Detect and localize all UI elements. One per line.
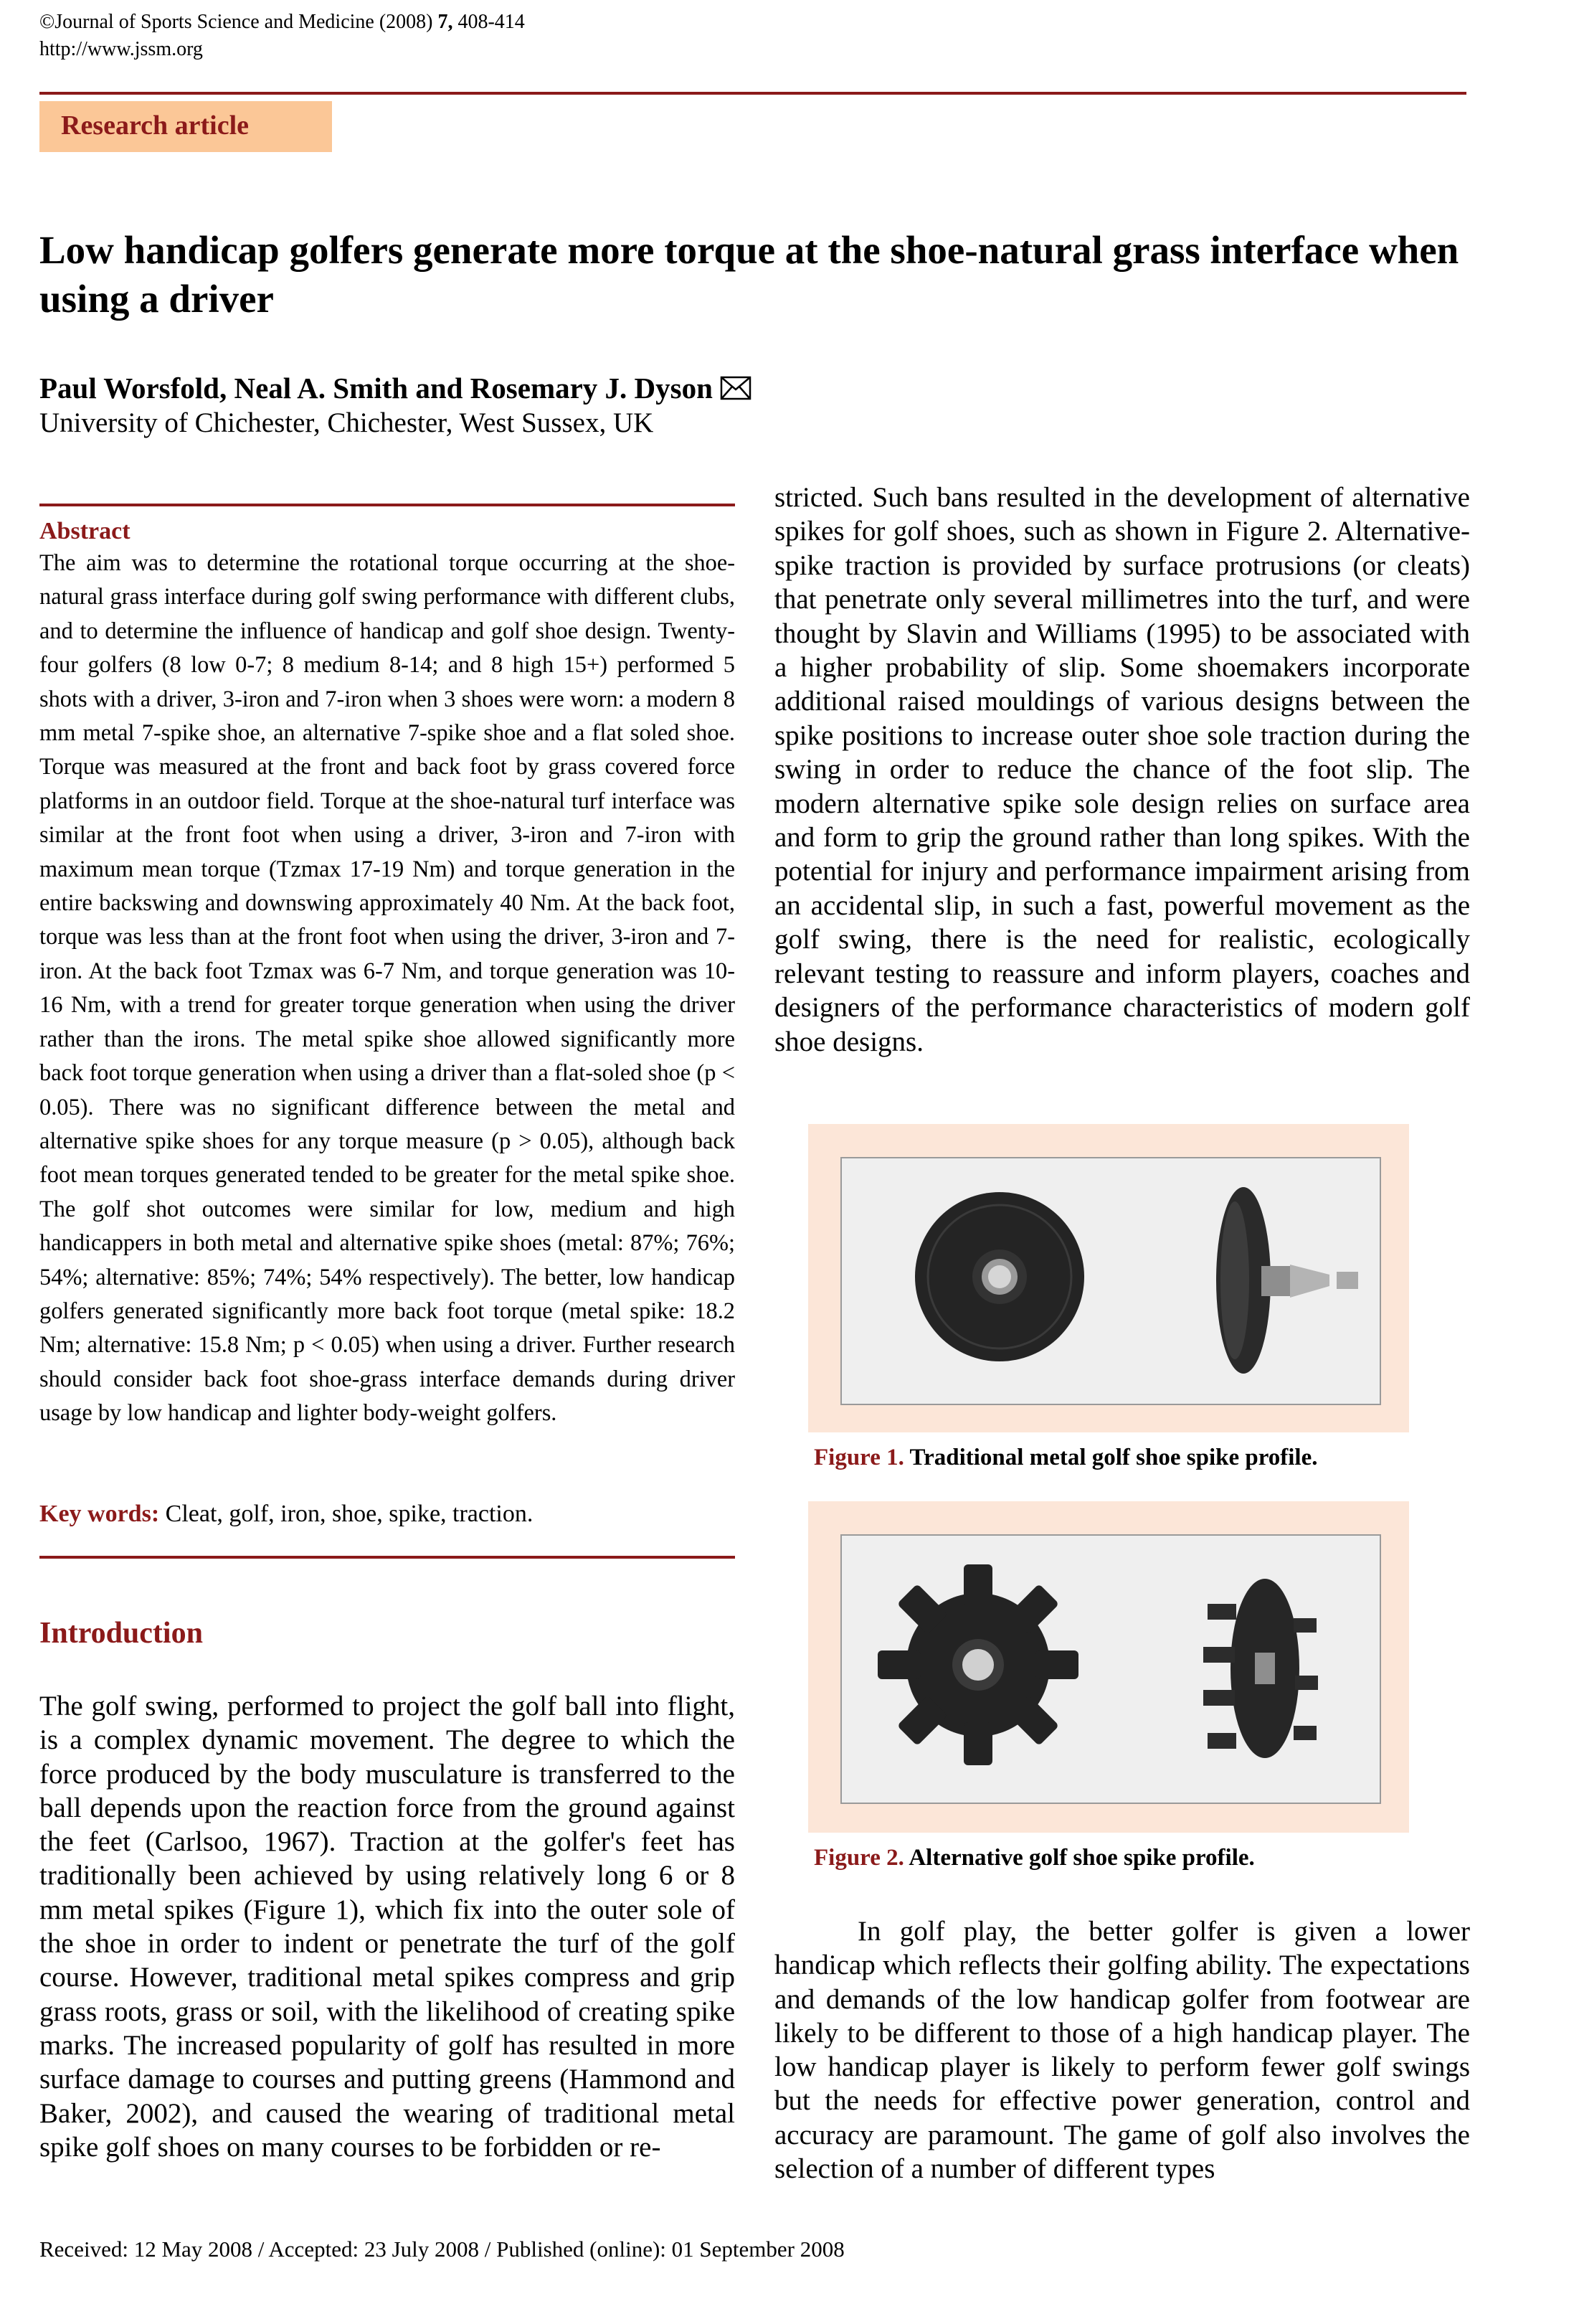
figure-1-label: Figure 1. [814, 1445, 904, 1470]
publication-dates-footer: Received: 12 May 2008 / Accepted: 23 July 2008 / Published (online): 01 September 2008 [39, 2236, 845, 2262]
figure-2-frame [808, 1501, 1409, 1833]
figure-1-photo [840, 1157, 1381, 1405]
journal-name: ©Journal of Sports Science and Medicine (2008) [39, 11, 433, 33]
keywords-text: Cleat, golf, iron, shoe, spike, traction. [165, 1501, 534, 1527]
introduction-text: The golf swing, performed to project the golf ball into flight, is a complex dynamic movement. The degree to which the force produced by the body musculature is transferred to the ball depends upon the reaction force from the ground against the feet (Carlsoo, 1967). Traction at the golfer's feet has traditionally been achieved by using relatively long 6 or 8 mm metal spikes (Figure 1), which fix into the outer sole of the shoe in order to indent or penetrate the turf of the golf course. However, traditional metal spikes compress and grip grass roots, grass or soil, with the likelihood of creating spike marks. The increased popularity of golf has resulted in more surface damage to courses and putting greens (Hammond and Baker, 2002), and caused the wearing of traditional metal spike golf shoes on many courses to be forbidden or re- [39, 1691, 735, 2163]
affiliation: University of Chichester, Chichester, West Sussex, UK [39, 407, 654, 438]
keywords [39, 1501, 735, 1528]
right-column-paragraph-1: stricted. Such bans resulted in the development of alternative spikes for golf shoes, such as shown in Figure 2. Alternative-spike traction is provided by surface protrusions (or cleats) that penetrate only several millimetres into the turf, and were thought by Slavin and Williams (1995) to be associated with a higher probability of slip. Some shoemakers incorporate additional raised mouldings of various designs between the spike positions to increase outer shoe sole traction during the swing in order to reduce the chance of the foot slip. The modern alternative spike sole design relies on surface area and form to grip the ground rather than long spikes. With the potential for injury and performance impairment arising from an accidental slip, in such a fast, powerful movement as the golf swing, there is the need for realistic, ecologically relevant testing to reassure and inform players, coaches and designers of the performance characteristics of modern golf shoe designs. [774, 482, 1470, 1057]
author-line [39, 371, 751, 407]
keywords-label: Key words: [39, 1501, 160, 1527]
abstract-top-rule [39, 504, 735, 506]
figure-1-caption-text: Traditional metal golf shoe spike profile. [909, 1445, 1318, 1470]
figure-2-photo [840, 1534, 1381, 1804]
citation-line [39, 9, 525, 36]
figure-1-caption [814, 1445, 1318, 1471]
journal-url[interactable]: http://www.jssm.org [39, 38, 203, 60]
figure-2-caption-text: Alternative golf shoe spike profile. [909, 1845, 1255, 1871]
figure-1-frame [808, 1124, 1409, 1432]
journal-volume: 7, [437, 11, 453, 33]
figure-2-caption [814, 1845, 1255, 1871]
keywords-bottom-rule [39, 1556, 735, 1559]
introduction-heading: Introduction [39, 1617, 203, 1650]
article-type-label: Research article [61, 110, 250, 141]
abstract-text: The aim was to determine the rotational torque occurring at the shoe-natural grass interface during golf swing performance with different clubs, and to determine the influence of handicap and golf shoe design. Twenty-four golfers (8 low 0-7; 8 medium 8-14; and 8 high 15+) performed 5 shots with a driver, 3-iron and 7-iron when 3 shoes were worn: a modern 8 mm metal 7-spike shoe, an alternative 7-spike shoe and a flat soled shoe. Torque was measured at the front and back foot by grass covered force platforms in an outdoor field. Torque at the shoe-natural turf interface was similar at the front foot when using a driver, 3-iron and 7-iron with maximum mean torque (Tzmax 17-19 Nm) and torque generation in the entire backswing and downswing approximately 40 Nm. At the back foot, torque was less than at the front foot when using the driver, 3-iron and 7-iron. At the back foot Tzmax was 6-7 Nm, and torque generation was 10-16 Nm, with a trend for greater torque generation when using the driver rather than the irons. The metal spike shoe allowed significantly more back foot torque generation when using a driver than a flat-soled shoe (p < 0.05). There was no significant difference between the metal and alternative spike shoes for any torque measure (p > 0.05), although back foot mean torques generated tended to be greater for the metal spike shoe. The golf shot outcomes were similar for low, medium and high handicappers in both metal and alternative spike shoes (metal: 87%; 76%; 54%; alternative: 85%; 74%; 54% respectively). The better, low handicap golfers generated significantly more back foot torque (metal spike: 18.2 Nm; alternative: 15.8 Nm; p < 0.05) when using a driver. Further research should consider back foot shoe-grass interface demands during driver usage by low handicap and lighter body-weight golfers. [39, 550, 735, 1427]
right-column-paragraph-2-text: In golf play, the better golfer is given a lower handicap which reflects their golfing ability. The expectations and demands of the low handicap golfer from footwear are likely to be different to those of a high handicap player. The low handicap player is likely to perform fewer golf swings but the needs for effective power generation, control and accuracy are paramount. The game of golf also involves the selection of a number of different types [774, 1916, 1470, 2185]
paper-title: Low handicap golfers generate more torque at the shoe-natural grass interface when using a driver [39, 228, 1459, 321]
journal-pages: 408-414 [457, 11, 525, 33]
journal-header [39, 9, 525, 63]
figure-2-label: Figure 2. [814, 1845, 904, 1871]
email-icon[interactable] [720, 373, 751, 407]
header-rule [39, 92, 1466, 95]
abstract-heading: Abstract [39, 518, 131, 544]
authors: Paul Worsfold, Neal A. Smith and Rosemary J. Dyson [39, 372, 713, 405]
right-column-paragraph-2 [774, 1914, 1470, 2186]
article-type-badge [39, 101, 332, 152]
